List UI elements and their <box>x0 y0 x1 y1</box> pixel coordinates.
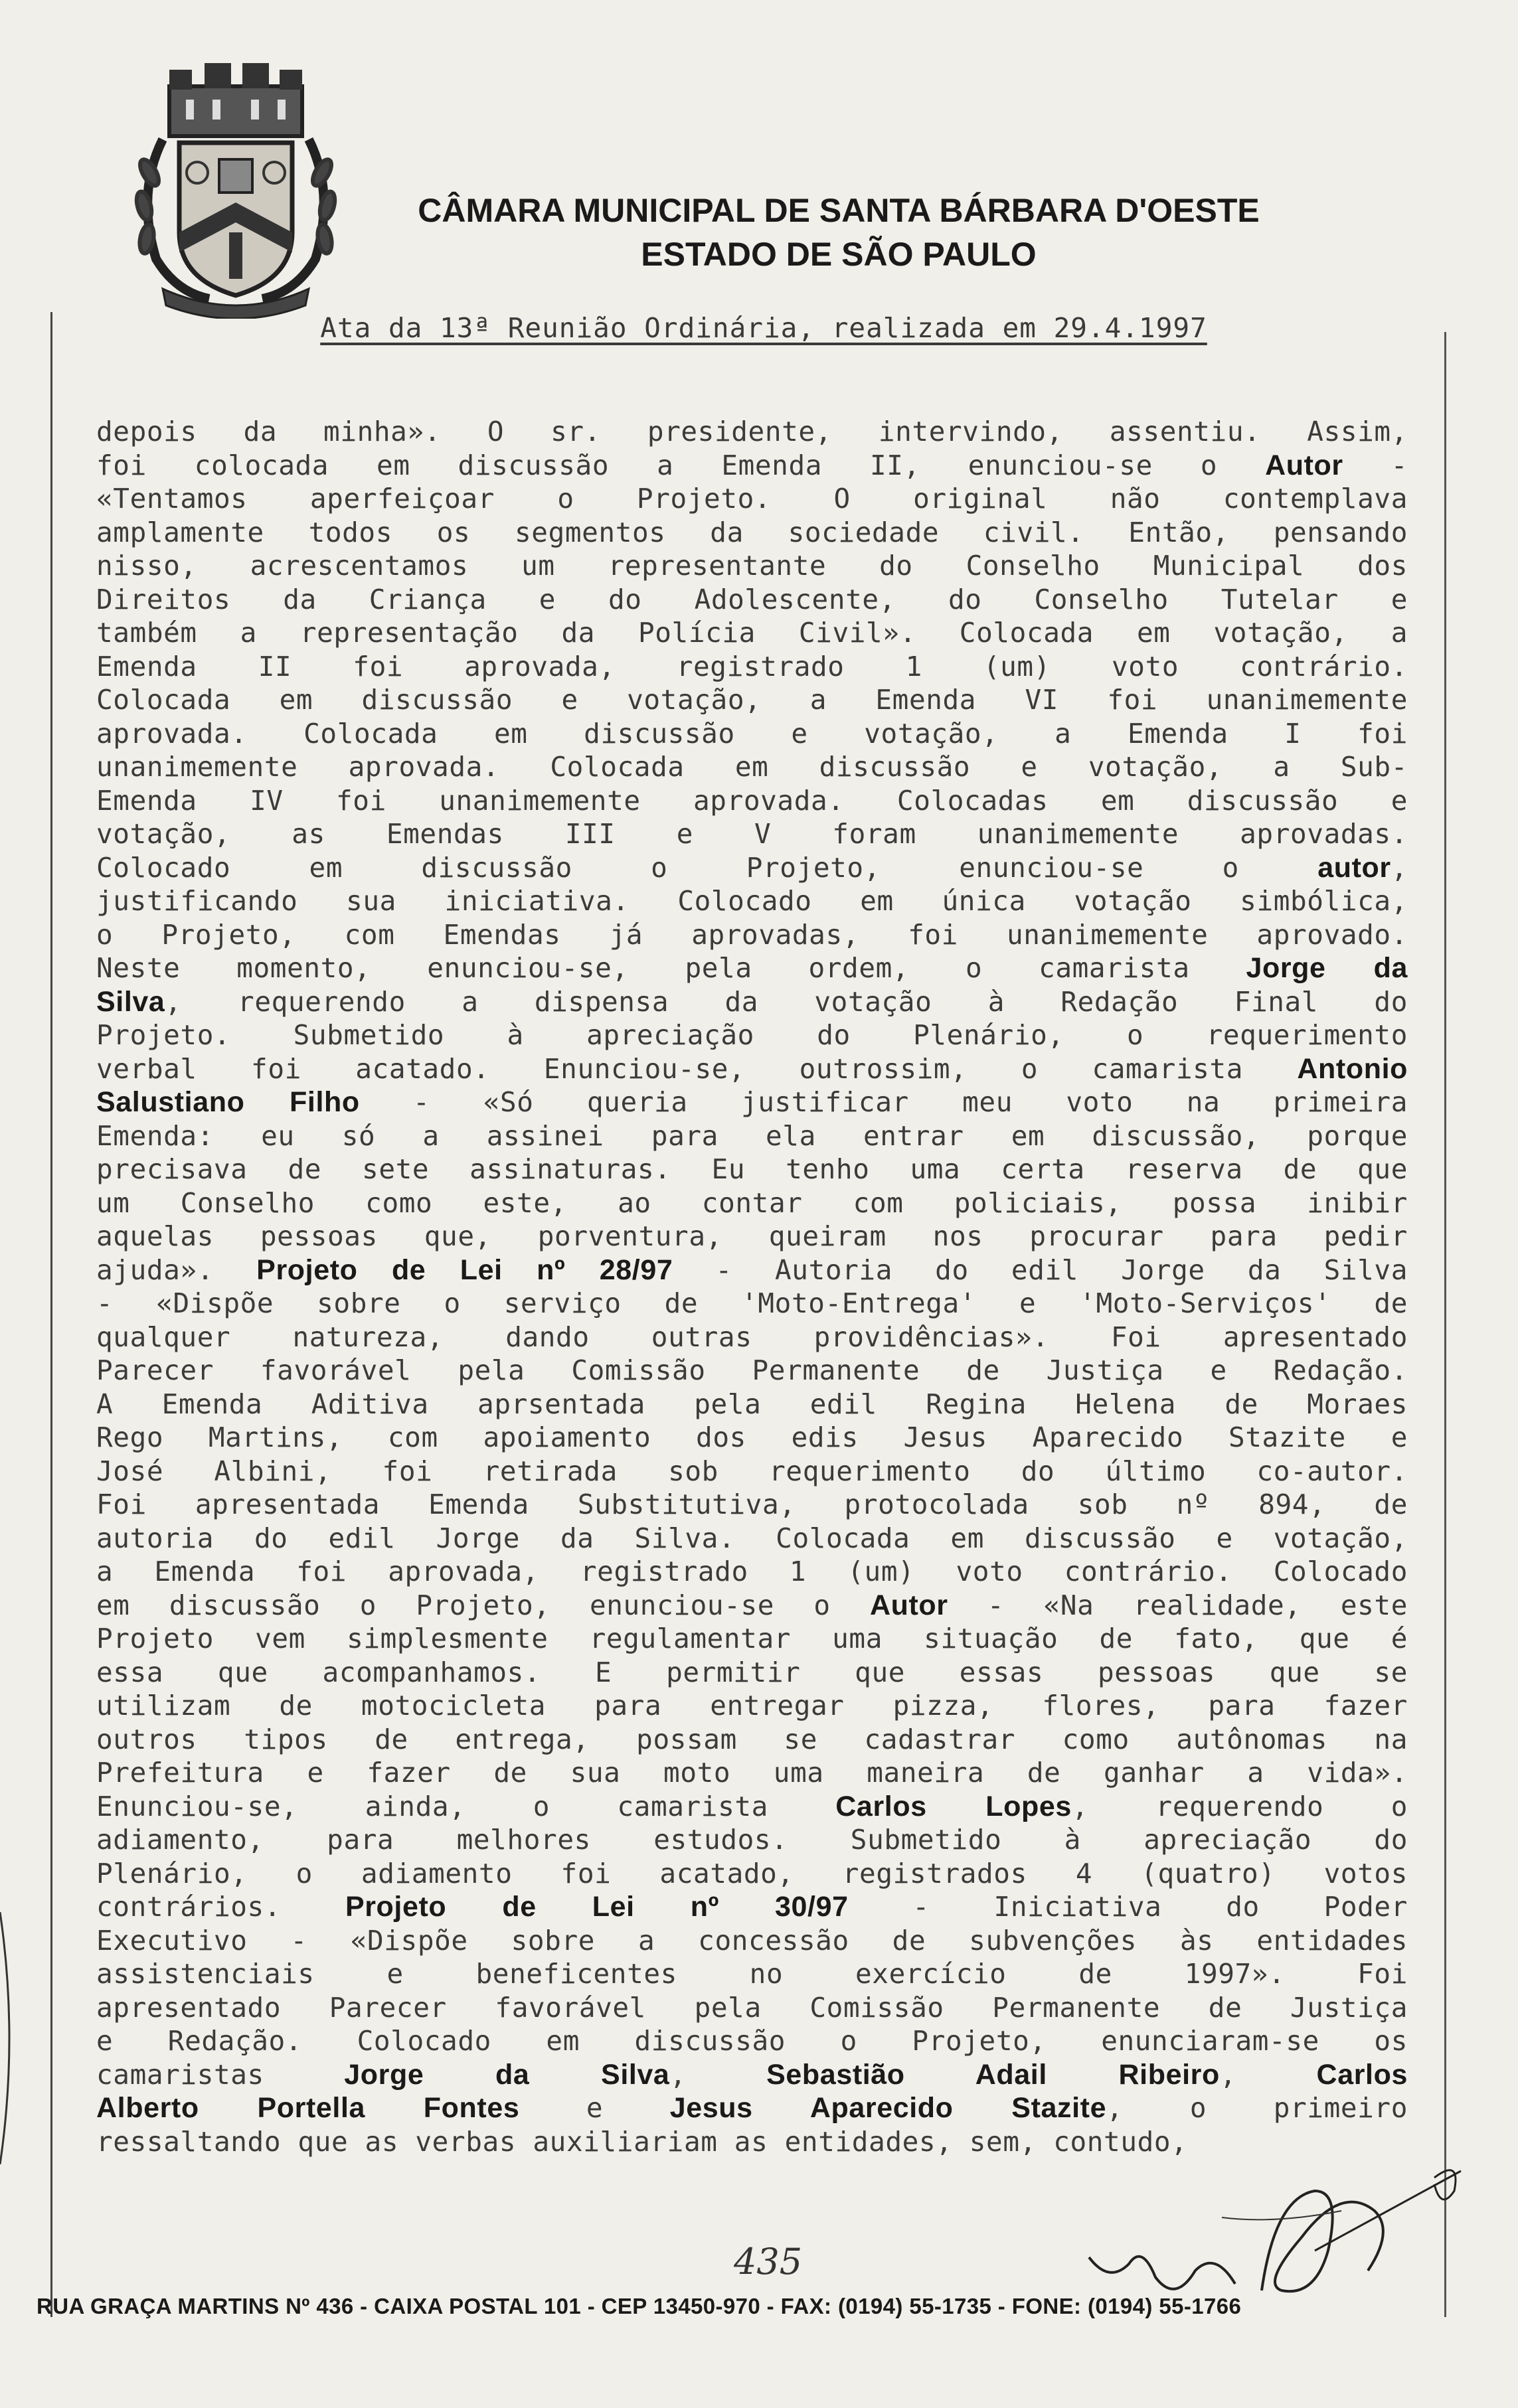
bold-name-text: Projeto de Lei nº 28/97 <box>256 1253 673 1286</box>
line-text: justificando sua iniciativa. Colocado em única votação simbólica, <box>96 885 1408 917</box>
minutes-line <box>96 583 1408 617</box>
minutes-line <box>96 918 1408 952</box>
bold-name-text: autor <box>1317 851 1391 884</box>
page-number: 435 <box>734 2241 803 2283</box>
minutes-line <box>96 1957 1408 1991</box>
bold-name-text: Alberto Portella Fontes <box>96 2092 520 2124</box>
minutes-line <box>96 1421 1408 1455</box>
minutes-line <box>96 449 1408 483</box>
line-text: - «Só queria justificar meu voto na primeira <box>359 1086 1408 1118</box>
minutes-line <box>96 616 1408 650</box>
minutes-line <box>96 1354 1408 1388</box>
line-text: um Conselho como este, ao contar com policiais, possa inibir <box>96 1186 1408 1219</box>
minutes-line <box>96 717 1408 751</box>
line-text: Prefeitura e fazer de sua moto uma maneira de ganhar a vida». <box>96 1757 1408 1789</box>
line-text: Direitos da Criança e do Adolescente, do Conselho Tutelar e <box>96 583 1408 615</box>
line-text: , requerendo o <box>1071 1790 1408 1822</box>
line-text: em discussão o Projeto, enunciou-se o <box>96 1589 870 1621</box>
minutes-line <box>96 516 1408 550</box>
minutes-line <box>96 1857 1408 1891</box>
minutes-line <box>96 1723 1408 1757</box>
line-text: foi colocada em discussão a Emenda II, enunciou-se o <box>96 449 1266 481</box>
minutes-line <box>96 1756 1408 1790</box>
bold-name-text: Carlos Lopes <box>835 1790 1072 1822</box>
minutes-line <box>96 1119 1408 1153</box>
minutes-line <box>96 1522 1408 1556</box>
minutes-line <box>96 650 1408 684</box>
line-text: essa que acompanhamos. E permitir que essas pessoas que se <box>96 1656 1408 1688</box>
line-text: - «Dispõe sobre o serviço de 'Moto-Entrega' e 'Moto-Serviços' de <box>96 1287 1408 1319</box>
line-text: e <box>519 2092 670 2124</box>
line-text: unanimemente aprovada. Colocada em discussão e votação, a Sub- <box>96 751 1408 783</box>
minutes-line <box>96 1488 1408 1522</box>
line-text: Executivo - «Dispõe sobre a concessão de subvenções às entidades <box>96 1924 1408 1957</box>
bold-name-text: Jorge da <box>1246 952 1408 984</box>
line-text: , o primeiro <box>1106 2092 1408 2124</box>
line-text: , <box>1219 2058 1317 2091</box>
minutes-line <box>96 1991 1408 2025</box>
right-margin-rule <box>1444 332 1446 2317</box>
state-name: ESTADO DE SÃO PAULO <box>641 236 1037 273</box>
minutes-line <box>96 1689 1408 1723</box>
line-text: Rego Martins, com apoiamento dos edis Jesus Aparecido Stazite e <box>96 1421 1408 1453</box>
line-text: aprovada. Colocada em discussão e votação, a Emenda I foi <box>96 717 1408 750</box>
bold-name-text: Salustiano Filho <box>96 1086 360 1118</box>
line-text: Emenda IV foi unanimemente aprovada. Colocadas em discussão e <box>96 784 1408 817</box>
line-text: Enunciou-se, ainda, o camarista <box>96 1790 836 1822</box>
line-text: outros tipos de entrega, possam se cadastrar como autônomas na <box>96 1723 1408 1755</box>
bold-name-text: Antonio <box>1297 1052 1408 1085</box>
line-text: José Albini, foi retirada sob requerimento do último co-autor. <box>96 1455 1408 1487</box>
minutes-line <box>96 817 1408 851</box>
line-text: - Iniciativa do Poder <box>848 1891 1408 1923</box>
minutes-line <box>96 784 1408 818</box>
minutes-line <box>96 2058 1408 2092</box>
minutes-line <box>96 549 1408 583</box>
line-text: «Tentamos aperfeiçoar o Projeto. O original não contemplava <box>96 483 1408 515</box>
bold-name-text: Jorge da Silva <box>344 2058 670 2091</box>
minutes-line <box>96 415 1408 449</box>
line-text: aquelas pessoas que, porventura, queiram nos procurar para pedir <box>96 1220 1408 1252</box>
minutes-line <box>96 851 1408 885</box>
line-text: Plenário, o adiamento foi acatado, registrados 4 (quatro) votos <box>96 1857 1408 1889</box>
bold-name-text: Autor <box>1265 449 1343 481</box>
line-text: camaristas <box>96 2058 345 2091</box>
minutes-line <box>96 1790 1408 1824</box>
minutes-line <box>96 1388 1408 1421</box>
minutes-line <box>96 1823 1408 1857</box>
minutes-line <box>96 951 1408 985</box>
minutes-line <box>96 1656 1408 1690</box>
line-text: votação, as Emendas III e V foram unanimemente aprovadas. <box>96 818 1408 850</box>
bold-name-text: Silva <box>96 985 165 1018</box>
minutes-line <box>96 1253 1408 1287</box>
line-text: a Emenda foi aprovada, registrado 1 (um) voto contrário. Colocado <box>96 1556 1408 1587</box>
minutes-line <box>96 683 1408 717</box>
left-margin-rule <box>50 312 52 2317</box>
minutes-line <box>96 1890 1408 1924</box>
minutes-line <box>96 1924 1408 1958</box>
minutes-title: Ata da 13ª Reunião Ordinária, realizada em 29.4.1997 <box>320 312 1207 344</box>
line-text: Parecer favorável pela Comissão Permanente de Justiça e Redação. <box>96 1354 1408 1386</box>
line-text: autoria do edil Jorge da Silva. Colocada em discussão e votação, <box>96 1522 1408 1554</box>
line-text: ressaltando que as verbas auxiliariam as entidades, sem, contudo, <box>96 2125 1188 2158</box>
minutes-line <box>96 1321 1408 1354</box>
bold-name-text: Jesus Aparecido Stazite <box>669 2092 1107 2124</box>
bold-name-text: Carlos <box>1316 2058 1408 2091</box>
bold-name-text: Sebastião Adail Ribeiro <box>766 2058 1220 2091</box>
line-text: também a representação da Polícia Civil». Colocada em votação, a <box>96 617 1408 649</box>
line-text: - «Na realidade, este <box>948 1589 1408 1621</box>
minutes-line <box>96 482 1408 516</box>
handwritten-signature <box>1062 2118 1474 2317</box>
minutes-line <box>96 1287 1408 1321</box>
line-text: Foi apresentada Emenda Substitutiva, protocolada sob nº 894, de <box>96 1488 1408 1520</box>
minutes-line <box>96 985 1408 1019</box>
minutes-line <box>96 884 1408 918</box>
line-text: Projeto. Submetido à apreciação do Plenário, o requerimento <box>96 1019 1408 1051</box>
line-text: amplamente todos os segmentos da sociedade civil. Então, pensando <box>96 516 1408 548</box>
line-text: - <box>1343 449 1408 481</box>
line-text: Colocado em discussão o Projeto, enunciou-se o <box>96 851 1318 884</box>
minutes-line <box>96 2024 1408 2058</box>
minutes-line <box>96 1589 1408 1623</box>
line-text: e Redação. Colocado em discussão o Projeto, enunciaram-se os <box>96 2025 1408 2057</box>
line-text: Neste momento, enunciou-se, pela ordem, o camarista <box>96 952 1246 984</box>
line-text: assistenciais e beneficentes no exercício de 1997». Foi <box>96 1958 1408 1990</box>
line-text: ajuda». <box>96 1253 257 1286</box>
municipal-coat-of-arms <box>123 60 349 319</box>
line-text: Emenda: eu só a assinei para ela entrar em discussão, porque <box>96 1119 1408 1152</box>
line-text: - Autoria do edil Jorge da Silva <box>673 1253 1408 1286</box>
line-text: , <box>1391 851 1408 884</box>
line-text: qualquer natureza, dando outras providências». Foi apresentado <box>96 1321 1408 1353</box>
line-text: o Projeto, com Emendas já aprovadas, foi unanimemente aprovado. <box>96 918 1408 951</box>
line-text: A Emenda Aditiva aprsentada pela edil Regina Helena de Moraes <box>96 1388 1408 1420</box>
minutes-line <box>96 1622 1408 1656</box>
line-text: utilizam de motocicleta para entregar pizza, flores, para fazer <box>96 1690 1408 1722</box>
institution-name: CÂMARA MUNICIPAL DE SANTA BÁRBARA D'OESTE <box>418 192 1260 229</box>
minutes-line <box>96 1555 1408 1589</box>
bold-name-text: Autor <box>869 1589 948 1621</box>
minutes-line <box>96 750 1408 784</box>
minutes-line <box>96 1018 1408 1052</box>
left-edge-scan-mark <box>0 1912 20 2164</box>
footer-address: RUA GRAÇA MARTINS Nº 436 - CAIXA POSTAL 101 - CEP 13450-970 - FAX: (0194) 55-1735 - FONE: (0194) 55-1766 <box>37 2294 1242 2318</box>
line-text: Projeto vem simplesmente regulamentar uma situação de fato, que é <box>96 1623 1408 1654</box>
line-text: nisso, acrescentamos um representante do Conselho Municipal dos <box>96 550 1408 582</box>
minutes-line <box>96 1186 1408 1220</box>
line-text: precisava de sete assinaturas. Eu tenho uma certa reserva de que <box>96 1153 1408 1185</box>
minutes-line <box>96 1220 1408 1253</box>
bold-name-text: Projeto de Lei nº 30/97 <box>345 1891 849 1923</box>
line-text: contrários. <box>96 1891 345 1923</box>
minutes-body <box>96 415 1408 2158</box>
minutes-line <box>96 1052 1408 1086</box>
line-text: depois da minha». O sr. presidente, intervindo, assentiu. Assim, <box>96 416 1408 447</box>
line-text: apresentado Parecer favorável pela Comissão Permanente de Justiça <box>96 1991 1408 2024</box>
line-text: adiamento, para melhores estudos. Submetido à apreciação do <box>96 1824 1408 1856</box>
minutes-line <box>96 1085 1408 1119</box>
line-text: , <box>669 2058 767 2091</box>
minutes-line <box>96 1153 1408 1186</box>
line-text: , requerendo a dispensa da votação à Redação Final do <box>165 985 1408 1018</box>
line-text: verbal foi acatado. Enunciou-se, outrossim, o camarista <box>96 1052 1298 1085</box>
line-text: Colocada em discussão e votação, a Emenda VI foi unanimemente <box>96 684 1408 716</box>
line-text: Emenda II foi aprovada, registrado 1 (um) voto contrário. <box>96 650 1408 682</box>
minutes-line <box>96 1455 1408 1488</box>
